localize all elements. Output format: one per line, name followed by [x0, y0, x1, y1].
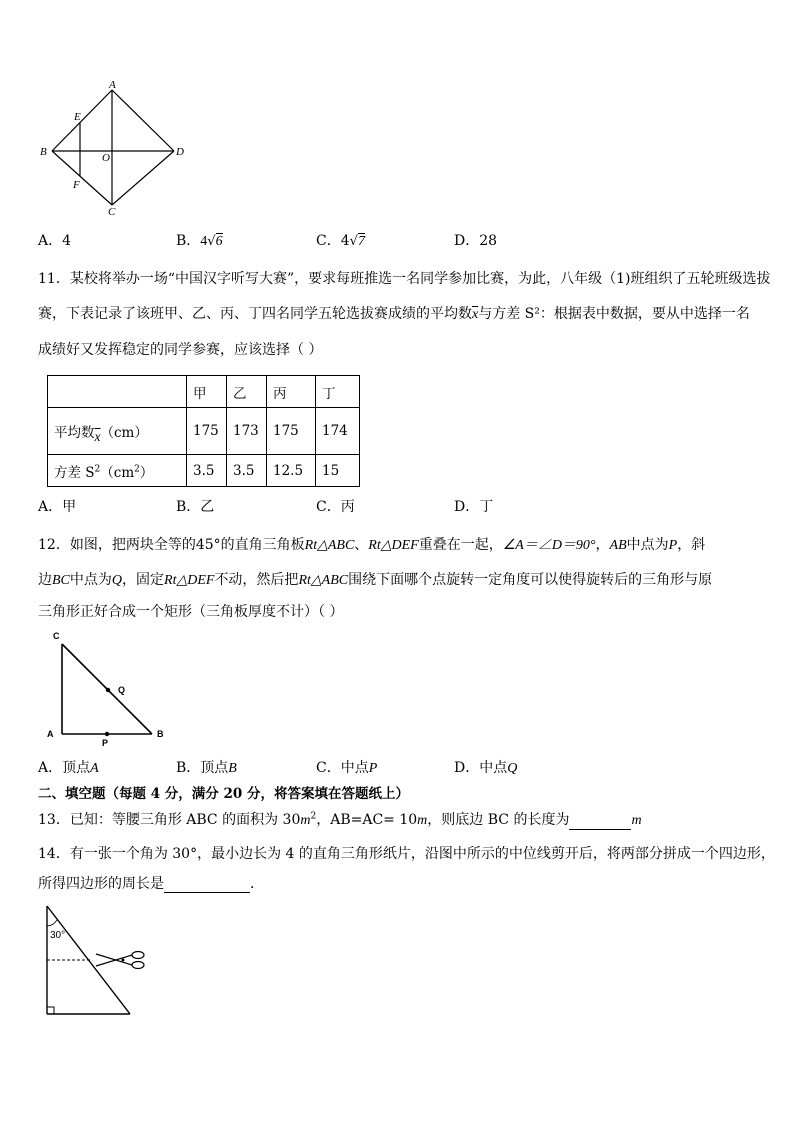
row-label-mean: 平均数$\overline{x}(cm)$: [48, 408, 187, 455]
table-cell: 3.5: [187, 455, 227, 487]
paper-triangle-figure: [40, 900, 160, 1020]
table-header-cell: [48, 376, 187, 408]
table-cell: 173: [227, 408, 267, 455]
right-angle-mark: [47, 1007, 54, 1014]
point-p: [105, 732, 109, 736]
section-heading-fill-in: 二、填空题（每题 4 分，满分 20 分，将答案填在答题纸上）: [38, 786, 409, 802]
label-f: F: [73, 179, 80, 191]
q11-option-c: C．丙: [316, 499, 355, 515]
table-header-cell: 乙: [227, 376, 267, 408]
label-b: B: [40, 146, 47, 158]
scores-table: [47, 375, 360, 487]
rhombus-edge-dc: [112, 151, 174, 205]
label-a: A: [47, 729, 54, 739]
label-c: C: [53, 631, 60, 641]
row-label-variance: 方差 $S^2(cm^2)$: [48, 455, 187, 487]
q11-option-b: B．乙: [176, 499, 215, 515]
label-a: A: [109, 80, 116, 91]
label-e: E: [74, 111, 81, 123]
label-d: D: [176, 146, 184, 158]
q14-line-2: 所得四边形的周长是 ．: [38, 876, 264, 892]
table-cell: 175: [187, 408, 227, 455]
label-c: C: [108, 206, 116, 218]
label-q: Q: [118, 685, 126, 695]
label-p: P: [102, 738, 109, 748]
q12-option-c: C．中点P: [316, 760, 378, 776]
table-cell: 175: [267, 408, 316, 455]
scissors-icon: [96, 952, 144, 969]
label-b: B: [157, 729, 164, 739]
table-header-cell: 丁: [316, 376, 360, 408]
q13-answer-blank[interactable]: [569, 814, 631, 830]
table-row: [48, 408, 360, 455]
q12-option-a: A．顶点A: [38, 760, 99, 776]
q12-option-b: B．顶点B: [176, 760, 237, 776]
point-q: [106, 688, 110, 692]
q11-option-a: A．甲: [38, 499, 77, 515]
q14-line-1: 14．有一张一个角为 30°，最小边长为 4 的直角三角形纸片，沿图中所示的中位线剪开后，将两部分拼成一个四边形，: [38, 846, 775, 862]
q12-line-2: 边BC中点为Q，固定Rt△DEF不动，然后把Rt△ABC围绕下面哪个点旋转一定角度可以使得旋转后的三角形与原: [38, 572, 713, 588]
angle-label-30: 30°: [50, 930, 66, 941]
q10-option-c: C．4√7: [316, 233, 365, 249]
table-cell: 174: [316, 408, 360, 455]
q12-option-d: D．中点Q: [454, 760, 518, 776]
table-row: [48, 455, 360, 487]
q11-line-2: 赛，下表记录了该班甲、乙、丙、丁四名同学五轮选拔赛成绩的平均数$\overline{x}$与方差 S²：根据表中数据，要从中选择一名: [38, 306, 750, 322]
rhombus-edge-ad: [112, 90, 174, 151]
table-cell: 15: [316, 455, 360, 487]
q10-option-b: B．4√6: [176, 233, 223, 249]
rhombus-edge-ab: [52, 90, 112, 151]
right-triangle-abc-figure: [40, 628, 180, 752]
q11-line-3: 成绩好又发挥稳定的同学参赛，应该选择（ ）: [38, 342, 323, 358]
table-cell: 12.5: [267, 455, 316, 487]
q13-text: 13．已知：等腰三角形 ABC 的面积为 $30m^2$，AB=AC= 10m，则底边 BC 的长度为 m: [38, 811, 642, 828]
angle-arc: [47, 920, 57, 926]
table-cell: 3.5: [227, 455, 267, 487]
table-header-row: [48, 376, 360, 408]
table-header-cell: 甲: [187, 376, 227, 408]
q11-option-d: D．丁: [454, 499, 494, 515]
q10-option-a: A．4: [38, 233, 72, 249]
label-o: O: [102, 152, 110, 164]
q10-option-d: D．28: [454, 233, 498, 249]
q12-line-1: 12．如图，把两块全等的45°的直角三角板Rt△ABC、Rt△DEF重叠在一起，∠A＝∠D＝90°，AB中点为P，斜: [38, 537, 706, 553]
table-header-cell: 丙: [267, 376, 316, 408]
q12-line-3: 三角形正好合成一个矩形（三角板厚度不计）（ ）: [38, 604, 344, 620]
rhombus-figure: [36, 80, 196, 218]
q11-line-1: 11．某校将举办一场“中国汉字听写大赛”，要求每班推选一名同学参加比赛，为此，八年级（1)班组织了五轮班级选拔: [38, 271, 771, 287]
q14-answer-blank[interactable]: [164, 877, 250, 893]
